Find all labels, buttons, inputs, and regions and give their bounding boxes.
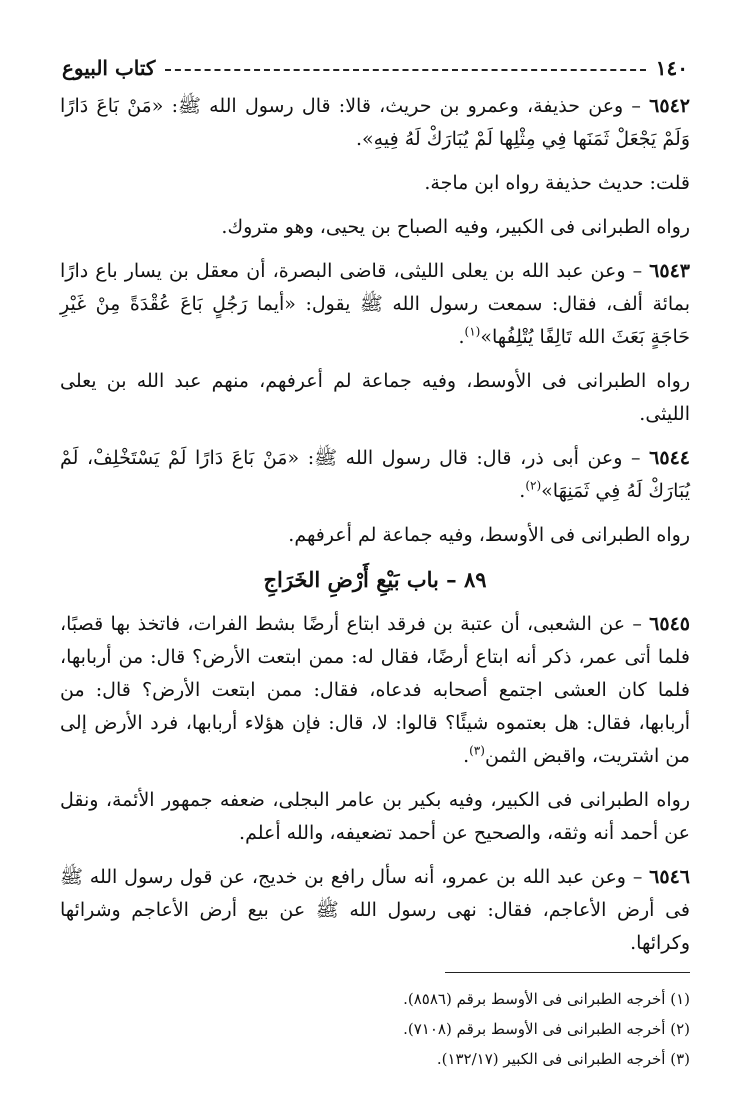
hadith-6546 xyxy=(60,861,690,960)
commentary-text: قلت: حديث حذيفة رواه ابن ماجة. xyxy=(424,172,690,194)
hadith-number: ٦٥٤٦ xyxy=(649,866,690,888)
hadith-6544 xyxy=(60,442,690,508)
narration-note xyxy=(60,519,690,552)
hadith-number: ٦٥٤٥ xyxy=(649,613,690,635)
narration-note xyxy=(60,784,690,850)
footnote-ref: (٣) xyxy=(469,743,485,758)
footnote-1: (١) أخرجه الطبرانى فى الأوسط برقم (٨٥٨٦). xyxy=(403,990,690,1008)
hadith-6545 xyxy=(60,608,690,773)
narration-note xyxy=(60,365,690,431)
page-number: ١٤٠ xyxy=(655,56,688,80)
hadith-text: – عن الشعبى، أن عتبة بن فرقد ابتاع أرضًا بشط الفرات، فاتخذ بها قصبًا، فلما أتى عمر، ذكر أنه ابتاع أرضًا، فقال له: ممن ابتعت الأرض؟ قال: من أربابها، فلما كان العشى اجتمع أصحابه فدعاه، فقال: ممن ابتعت الأرض؟ قال: من أربابها، فقال: هل بعتموه شيئًا؟ قالوا: لا، قال: فإن هؤلاء أربابها، فرد الأرض إلى من اشتريت، واقبض الثمن xyxy=(60,613,690,767)
footnote-separator xyxy=(445,972,690,973)
page-body xyxy=(60,90,690,971)
book-title: كتاب البيوع xyxy=(62,56,156,80)
footnote-ref: (١) xyxy=(464,324,481,339)
narration-text: رواه الطبرانى فى الأوسط، وفيه جماعة لم أعرفهم. xyxy=(288,524,690,546)
narration-text: رواه الطبرانى فى الأوسط، وفيه جماعة لم أعرفهم، منهم عبد الله بن يعلى الليثى. xyxy=(60,370,690,425)
footnotes xyxy=(60,984,690,1074)
footnote-3: (٣) أخرجه الطبرانى فى الكبير (١٣٢/١٧). xyxy=(436,1050,690,1068)
hadith-text: – وعن حذيفة، وعمرو بن حريث، قالا: قال رسول الله ﷺ: «مَنْ بَاعَ دَارًا وَلَمْ يَجْعَلْ ثَمَنَها فِي مِثْلِها لَمْ يُبَارَكْ لَهُ فِيهِ». xyxy=(60,95,690,150)
hadith-number: ٦٥٤٤ xyxy=(649,447,690,469)
footnote-ref: (٢) xyxy=(525,478,542,493)
narration-text: رواه الطبرانى فى الكبير، وفيه الصباح بن يحيى، وهو متروك. xyxy=(221,216,690,238)
hadith-6542 xyxy=(60,90,690,156)
narration-note xyxy=(60,211,690,244)
punctuation: . xyxy=(519,480,526,502)
page-header xyxy=(62,50,688,86)
punctuation: . xyxy=(463,745,470,767)
narration-text: رواه الطبرانى فى الكبير، وفيه بكير بن عامر البجلى، ضعفه جمهور الأئمة، ونقل عن أحمد أنه وثقه، والصحيح عن أحمد تضعيفه، والله أعلم. xyxy=(60,789,690,844)
hadith-text: – وعن عبد الله بن يعلى الليثى، قاضى البصرة، أن معقل بن يسار باع دارًا بمائة ألف، فقال: سمعت رسول الله ﷺ يقول: «أيما رَجُلٍ بَاعَ عُقْدَةً مِنْ غَيْرِ حَاجَةٍ بَعَثَ الله تَالِفًا يُتْلِفُها» xyxy=(60,260,690,348)
hadith-number: ٦٥٤٣ xyxy=(649,260,690,282)
header-dashed-rule xyxy=(165,69,645,71)
hadith-text: – وعن عبد الله بن عمرو، أنه سأل رافع بن خديج، عن قول رسول الله ﷺ فى أرض الأعاجم، فقال: نهى رسول الله ﷺ عن بيع أرض الأعاجم وشرائها وكرائها. xyxy=(60,866,690,954)
hadith-6543 xyxy=(60,255,690,354)
footnote-2: (٢) أخرجه الطبرانى فى الأوسط برقم (٧١٠٨). xyxy=(403,1020,690,1038)
chapter-title: ٨٩ – باب بَيْعِ أَرْضِ الخَرَاجِ xyxy=(263,567,487,592)
hadith-number: ٦٥٤٢ xyxy=(649,95,690,117)
hadith-text: – وعن أبى ذر، قال: قال رسول الله ﷺ: «مَنْ بَاعَ دَارًا لَمْ يَسْتَخْلِفْ، لَمْ يُبَارَكْ لَهُ فِي ثَمَنِهَا» xyxy=(60,447,690,502)
commentary-qultu xyxy=(60,167,690,200)
punctuation: . xyxy=(458,326,465,348)
